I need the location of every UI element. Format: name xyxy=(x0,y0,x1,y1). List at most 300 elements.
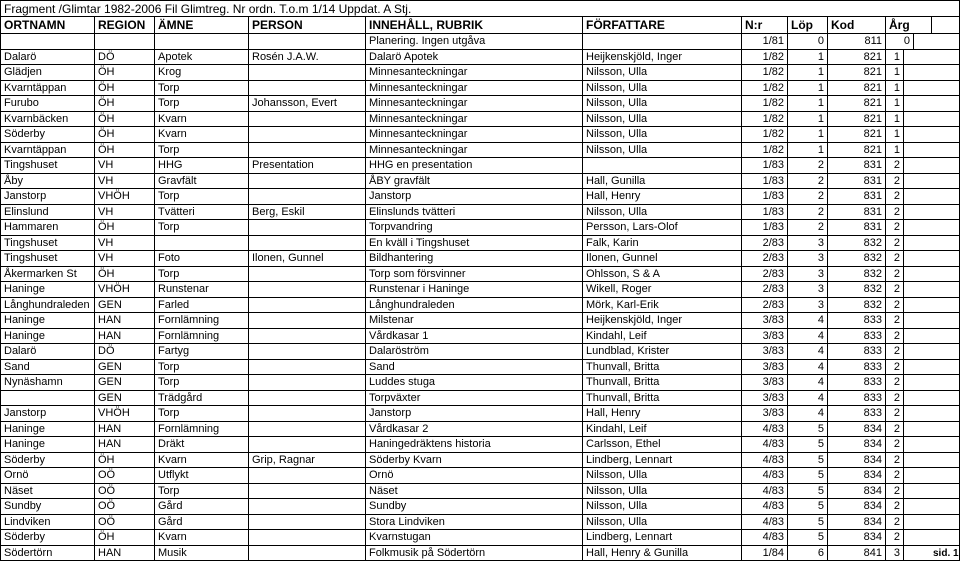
cell-lop: 5 xyxy=(788,530,828,545)
cell-person xyxy=(249,220,366,235)
cell-innehall: Näset xyxy=(366,484,583,499)
cell-ortnamn: Kvarntäppan xyxy=(0,81,95,96)
cell-forfattare: Hall, Henry xyxy=(583,406,742,421)
table-row xyxy=(0,174,960,190)
cell-kod: 833 xyxy=(828,329,886,344)
cell-ortnamn: Haninge xyxy=(0,437,95,452)
cell-nr: 1/83 xyxy=(742,158,788,173)
cell-region: OÖ xyxy=(95,484,155,499)
table-row xyxy=(0,267,960,283)
cell-extra xyxy=(932,344,960,359)
cell-person xyxy=(249,344,366,359)
table-row xyxy=(0,468,960,484)
cell-kod: 832 xyxy=(828,298,886,313)
cell-amne: Fartyg xyxy=(155,344,249,359)
cell-innehall: Minnesanteckningar xyxy=(366,143,583,158)
table-row xyxy=(0,344,960,360)
cell-person: Presentation xyxy=(249,158,366,173)
cell-ortnamn: Näset xyxy=(0,484,95,499)
cell-extra xyxy=(932,422,960,437)
cell-arg: 2 xyxy=(886,484,904,499)
cell-forfattare: Falk, Karin xyxy=(583,236,742,251)
header-region: REGION xyxy=(95,17,155,33)
cell-region: GEN xyxy=(95,298,155,313)
cell-ortnamn: Sand xyxy=(0,360,95,375)
table-row xyxy=(0,236,960,252)
cell-amne: Kvarn xyxy=(155,127,249,142)
table-row xyxy=(0,484,960,500)
cell-kod: 832 xyxy=(828,236,886,251)
cell-ortnamn: Elinslund xyxy=(0,205,95,220)
cell-person xyxy=(249,437,366,452)
cell-region: VHÖH xyxy=(95,282,155,297)
cell-amne: Torp xyxy=(155,267,249,282)
cell-amne: Torp xyxy=(155,143,249,158)
cell-extra xyxy=(932,50,960,65)
cell-kod: 834 xyxy=(828,437,886,452)
cell-lop: 5 xyxy=(788,468,828,483)
cell-amne xyxy=(155,236,249,251)
cell-region: VH xyxy=(95,236,155,251)
cell-nr: 2/83 xyxy=(742,251,788,266)
cell-nr: 4/83 xyxy=(742,422,788,437)
cell-region: DÖ xyxy=(95,50,155,65)
cell-ortnamn: Glädjen xyxy=(0,65,95,80)
cell-region: VH xyxy=(95,174,155,189)
cell-kod: 831 xyxy=(828,158,886,173)
cell-arg: 2 xyxy=(886,499,904,514)
cell-arg: 2 xyxy=(886,236,904,251)
cell-extra xyxy=(932,313,960,328)
cell-nr: 4/83 xyxy=(742,530,788,545)
cell-nr: 1/82 xyxy=(742,143,788,158)
cell-arg: 2 xyxy=(886,189,904,204)
cell-person: Grip, Ragnar xyxy=(249,453,366,468)
cell-amne: Dräkt xyxy=(155,437,249,452)
cell-nr: 4/83 xyxy=(742,515,788,530)
cell-forfattare: Nilsson, Ulla xyxy=(583,112,742,127)
cell-person xyxy=(249,174,366,189)
table-row xyxy=(0,406,960,422)
cell-person xyxy=(249,267,366,282)
cell-amne: Torp xyxy=(155,360,249,375)
cell-ortnamn: Söderby xyxy=(0,127,95,142)
cell-ortnamn: Haninge xyxy=(0,422,95,437)
cell-nr: 4/83 xyxy=(742,453,788,468)
cell-lop: 1 xyxy=(788,81,828,96)
cell-innehall: Sand xyxy=(366,360,583,375)
cell-forfattare: Heijkenskjöld, Inger xyxy=(583,313,742,328)
cell-lop: 3 xyxy=(788,282,828,297)
cell-person xyxy=(249,468,366,483)
cell-forfattare xyxy=(583,34,742,49)
cell-forfattare: Kindahl, Leif xyxy=(583,329,742,344)
cell-forfattare: Nilsson, Ulla xyxy=(583,127,742,142)
table-row xyxy=(0,65,960,81)
cell-forfattare: Hall, Gunilla xyxy=(583,174,742,189)
cell-amne: Torp xyxy=(155,189,249,204)
cell-arg: 3 xyxy=(886,546,904,561)
cell-lop: 6 xyxy=(788,546,828,561)
cell-forfattare: Mörk, Karl-Erik xyxy=(583,298,742,313)
header-person: PERSON xyxy=(249,17,366,33)
cell-ortnamn: Lindviken xyxy=(0,515,95,530)
cell-forfattare: Nilsson, Ulla xyxy=(583,468,742,483)
cell-ortnamn: Söderby xyxy=(0,453,95,468)
cell-arg: 0 xyxy=(886,34,914,49)
cell-forfattare: Lundblad, Krister xyxy=(583,344,742,359)
title-row xyxy=(0,0,960,17)
cell-region: ÖH xyxy=(95,143,155,158)
cell-region: VH xyxy=(95,251,155,266)
table-row xyxy=(0,220,960,236)
cell-nr: 1/82 xyxy=(742,96,788,111)
cell-extra xyxy=(932,375,960,390)
cell-arg: 2 xyxy=(886,174,904,189)
cell-forfattare: Nilsson, Ulla xyxy=(583,484,742,499)
header-amne: ÄMNE xyxy=(155,17,249,33)
cell-nr: 1/83 xyxy=(742,220,788,235)
cell-arg: 2 xyxy=(886,158,904,173)
cell-arg: 2 xyxy=(886,468,904,483)
cell-lop: 4 xyxy=(788,391,828,406)
cell-amne: Runstenar xyxy=(155,282,249,297)
cell-amne: Musik xyxy=(155,546,249,561)
table-body xyxy=(0,50,960,561)
cell-extra xyxy=(932,112,960,127)
cell-nr: 3/83 xyxy=(742,313,788,328)
cell-kod: 833 xyxy=(828,313,886,328)
cell-kod: 821 xyxy=(828,50,886,65)
cell-arg: 1 xyxy=(886,127,904,142)
cell-forfattare: Thunvall, Britta xyxy=(583,391,742,406)
cell-amne: Fornlämning xyxy=(155,329,249,344)
cell-kod: 832 xyxy=(828,251,886,266)
cell-innehall: Torpvandring xyxy=(366,220,583,235)
cell-extra xyxy=(932,282,960,297)
cell-innehall: Minnesanteckningar xyxy=(366,81,583,96)
cell-ortnamn: Janstorp xyxy=(0,406,95,421)
cell-amne: Trädgård xyxy=(155,391,249,406)
cell-nr: 3/83 xyxy=(742,375,788,390)
cell-kod: 841 xyxy=(828,546,886,561)
cell-amne: Apotek xyxy=(155,50,249,65)
table-row xyxy=(0,422,960,438)
cell-innehall: En kväll i Tingshuset xyxy=(366,236,583,251)
cell-amne: Gård xyxy=(155,499,249,514)
cell-extra xyxy=(932,174,960,189)
cell-forfattare: Kindahl, Leif xyxy=(583,422,742,437)
cell-arg: 2 xyxy=(886,422,904,437)
cell-lop: 4 xyxy=(788,329,828,344)
cell-region: HAN xyxy=(95,437,155,452)
note-row xyxy=(0,34,960,50)
cell-person xyxy=(249,484,366,499)
cell-arg: 2 xyxy=(886,267,904,282)
cell-arg: 2 xyxy=(886,530,904,545)
cell-person xyxy=(249,313,366,328)
cell-kod: 832 xyxy=(828,267,886,282)
cell-amne: Torp xyxy=(155,96,249,111)
cell-kod: 833 xyxy=(828,406,886,421)
cell-lop: 1 xyxy=(788,50,828,65)
cell-innehall: Söderby Kvarn xyxy=(366,453,583,468)
table-row xyxy=(0,313,960,329)
cell-kod: 831 xyxy=(828,220,886,235)
cell-amne: HHG xyxy=(155,158,249,173)
cell-forfattare: Thunvall, Britta xyxy=(583,375,742,390)
cell-arg: 1 xyxy=(886,96,904,111)
cell-arg: 2 xyxy=(886,313,904,328)
cell-kod: 831 xyxy=(828,174,886,189)
cell-amne: Torp xyxy=(155,220,249,235)
cell-kod: 831 xyxy=(828,205,886,220)
cell-region: HAN xyxy=(95,313,155,328)
cell-lop: 1 xyxy=(788,127,828,142)
cell-extra xyxy=(932,499,960,514)
cell-extra xyxy=(932,220,960,235)
cell-region: ÖH xyxy=(95,530,155,545)
cell-region: HAN xyxy=(95,329,155,344)
cell-extra xyxy=(932,189,960,204)
cell-arg: 2 xyxy=(886,329,904,344)
cell-ortnamn: Åby xyxy=(0,174,95,189)
cell-person xyxy=(249,515,366,530)
cell-forfattare: Nilsson, Ulla xyxy=(583,81,742,96)
table-row xyxy=(0,251,960,267)
cell-ortnamn: Furubo xyxy=(0,96,95,111)
cell-amne xyxy=(155,34,249,49)
header-ortnamn: ORTNAMN xyxy=(0,17,95,33)
cell-person xyxy=(249,65,366,80)
cell-ortnamn: Haninge xyxy=(0,313,95,328)
cell-lop: 5 xyxy=(788,437,828,452)
table-row xyxy=(0,360,960,376)
cell-innehall: Kvarnstugan xyxy=(366,530,583,545)
cell-lop: 5 xyxy=(788,453,828,468)
cell-region: VH xyxy=(95,158,155,173)
cell-innehall: HHG en presentation xyxy=(366,158,583,173)
cell-person xyxy=(249,530,366,545)
cell-innehall: Långhundraleden xyxy=(366,298,583,313)
cell-person xyxy=(249,143,366,158)
cell-person xyxy=(249,406,366,421)
header-innehall: INNEHÅLL, RUBRIK xyxy=(366,17,583,33)
cell-ortnamn xyxy=(0,34,95,49)
cell-ortnamn: Långhundraleden xyxy=(0,298,95,313)
cell-innehall: Luddes stuga xyxy=(366,375,583,390)
table-row xyxy=(0,499,960,515)
header-lop: Löp xyxy=(788,17,828,33)
cell-forfattare: Nilsson, Ulla xyxy=(583,515,742,530)
cell-kod: 833 xyxy=(828,344,886,359)
table-row xyxy=(0,375,960,391)
cell-amne: Krog xyxy=(155,65,249,80)
cell-extra xyxy=(932,158,960,173)
cell-innehall: Janstorp xyxy=(366,406,583,421)
cell-region xyxy=(95,34,155,49)
cell-lop: 2 xyxy=(788,158,828,173)
cell-arg: 2 xyxy=(886,515,904,530)
cell-person xyxy=(249,282,366,297)
cell-ortnamn: Janstorp xyxy=(0,189,95,204)
cell-innehall: Ornö xyxy=(366,468,583,483)
cell-nr: 1/84 xyxy=(742,546,788,561)
cell-ortnamn: Kvarnbäcken xyxy=(0,112,95,127)
cell-nr: 1/82 xyxy=(742,112,788,127)
cell-nr: 3/83 xyxy=(742,406,788,421)
cell-forfattare: Lindberg, Lennart xyxy=(583,453,742,468)
cell-arg: 2 xyxy=(886,282,904,297)
cell-nr: 1/82 xyxy=(742,81,788,96)
cell-amne: Kvarn xyxy=(155,530,249,545)
cell-innehall: Stora Lindviken xyxy=(366,515,583,530)
cell-innehall: Vårdkasar 1 xyxy=(366,329,583,344)
cell-amne: Foto xyxy=(155,251,249,266)
cell-ortnamn: Dalarö xyxy=(0,50,95,65)
cell-region: VH xyxy=(95,205,155,220)
cell-nr: 3/83 xyxy=(742,329,788,344)
cell-extra xyxy=(932,127,960,142)
cell-innehall: Runstenar i Haninge xyxy=(366,282,583,297)
cell-person xyxy=(249,189,366,204)
cell-extra xyxy=(932,251,960,266)
cell-amne: Farled xyxy=(155,298,249,313)
cell-extra xyxy=(932,453,960,468)
cell-ortnamn: Hammaren xyxy=(0,220,95,235)
cell-region: VHÖH xyxy=(95,189,155,204)
cell-arg: 2 xyxy=(886,453,904,468)
header-arg: Årg xyxy=(886,17,932,33)
cell-extra xyxy=(932,298,960,313)
cell-ortnamn: Tingshuset xyxy=(0,251,95,266)
cell-arg: 2 xyxy=(886,360,904,375)
cell-forfattare: Ohlsson, S & A xyxy=(583,267,742,282)
cell-extra xyxy=(932,468,960,483)
cell-amne: Utflykt xyxy=(155,468,249,483)
cell-innehall: Vårdkasar 2 xyxy=(366,422,583,437)
cell-forfattare: Nilsson, Ulla xyxy=(583,205,742,220)
cell-forfattare: Ilonen, Gunnel xyxy=(583,251,742,266)
cell-arg: 1 xyxy=(886,112,904,127)
cell-nr: 4/83 xyxy=(742,468,788,483)
cell-innehall: Minnesanteckningar xyxy=(366,65,583,80)
cell-arg: 2 xyxy=(886,406,904,421)
cell-person xyxy=(249,236,366,251)
table-row xyxy=(0,96,960,112)
cell-extra xyxy=(914,34,960,49)
cell-nr: 1/81 xyxy=(742,34,788,49)
cell-ortnamn: Nynäshamn xyxy=(0,375,95,390)
cell-kod: 834 xyxy=(828,422,886,437)
cell-nr: 1/82 xyxy=(742,127,788,142)
cell-lop: 1 xyxy=(788,96,828,111)
table-row xyxy=(0,546,960,561)
cell-kod: 834 xyxy=(828,530,886,545)
cell-extra xyxy=(932,65,960,80)
cell-arg: 2 xyxy=(886,298,904,313)
table-row xyxy=(0,81,960,97)
cell-lop: 3 xyxy=(788,298,828,313)
cell-lop: 5 xyxy=(788,484,828,499)
cell-kod: 833 xyxy=(828,360,886,375)
cell-region: HAN xyxy=(95,546,155,561)
cell-extra xyxy=(932,329,960,344)
cell-forfattare: Nilsson, Ulla xyxy=(583,65,742,80)
cell-lop: 5 xyxy=(788,515,828,530)
cell-nr: 1/83 xyxy=(742,189,788,204)
cell-region: ÖH xyxy=(95,267,155,282)
cell-kod: 832 xyxy=(828,282,886,297)
cell-arg: 2 xyxy=(886,251,904,266)
cell-nr: 4/83 xyxy=(742,437,788,452)
cell-forfattare: Nilsson, Ulla xyxy=(583,499,742,514)
cell-kod: 821 xyxy=(828,96,886,111)
cell-nr: 4/83 xyxy=(742,484,788,499)
cell-forfattare: Heijkenskjöld, Inger xyxy=(583,50,742,65)
cell-nr: 1/83 xyxy=(742,174,788,189)
cell-person xyxy=(249,329,366,344)
cell-extra xyxy=(932,391,960,406)
cell-extra xyxy=(932,530,960,545)
cell-kod: 833 xyxy=(828,391,886,406)
cell-lop: 0 xyxy=(788,34,828,49)
cell-innehall: Minnesanteckningar xyxy=(366,127,583,142)
cell-innehall: Torp som försvinner xyxy=(366,267,583,282)
cell-region: GEN xyxy=(95,360,155,375)
cell-forfattare: Hall, Henry & Gunilla xyxy=(583,546,742,561)
table-row xyxy=(0,158,960,174)
table-row xyxy=(0,143,960,159)
cell-amne: Kvarn xyxy=(155,112,249,127)
cell-lop: 4 xyxy=(788,344,828,359)
cell-ortnamn: Söderby xyxy=(0,530,95,545)
cell-amne: Torp xyxy=(155,406,249,421)
cell-nr: 3/83 xyxy=(742,391,788,406)
cell-region: DÖ xyxy=(95,344,155,359)
cell-innehall: Elinslunds tvätteri xyxy=(366,205,583,220)
cell-person: Berg, Eskil xyxy=(249,205,366,220)
cell-nr: 1/82 xyxy=(742,65,788,80)
cell-extra xyxy=(932,484,960,499)
cell-forfattare: Carlsson, Ethel xyxy=(583,437,742,452)
header-extra xyxy=(932,17,960,33)
cell-kod: 834 xyxy=(828,515,886,530)
cell-ortnamn xyxy=(0,391,95,406)
cell-extra xyxy=(932,360,960,375)
cell-ortnamn: Tingshuset xyxy=(0,236,95,251)
cell-region: HAN xyxy=(95,422,155,437)
cell-forfattare: Persson, Lars-Olof xyxy=(583,220,742,235)
cell-lop: 4 xyxy=(788,375,828,390)
cell-innehall: Torpväxter xyxy=(366,391,583,406)
cell-ortnamn: Kvarntäppan xyxy=(0,143,95,158)
cell-lop: 2 xyxy=(788,220,828,235)
cell-nr: 1/82 xyxy=(742,50,788,65)
cell-person xyxy=(249,360,366,375)
cell-person xyxy=(249,34,366,49)
cell-nr: 2/83 xyxy=(742,267,788,282)
cell-innehall: Minnesanteckningar xyxy=(366,96,583,111)
table-row xyxy=(0,205,960,221)
cell-lop: 4 xyxy=(788,360,828,375)
header-forfattare: FÖRFATTARE xyxy=(583,17,742,33)
table-row xyxy=(0,437,960,453)
cell-person xyxy=(249,391,366,406)
cell-region: ÖH xyxy=(95,65,155,80)
table-row xyxy=(0,391,960,407)
cell-lop: 3 xyxy=(788,251,828,266)
